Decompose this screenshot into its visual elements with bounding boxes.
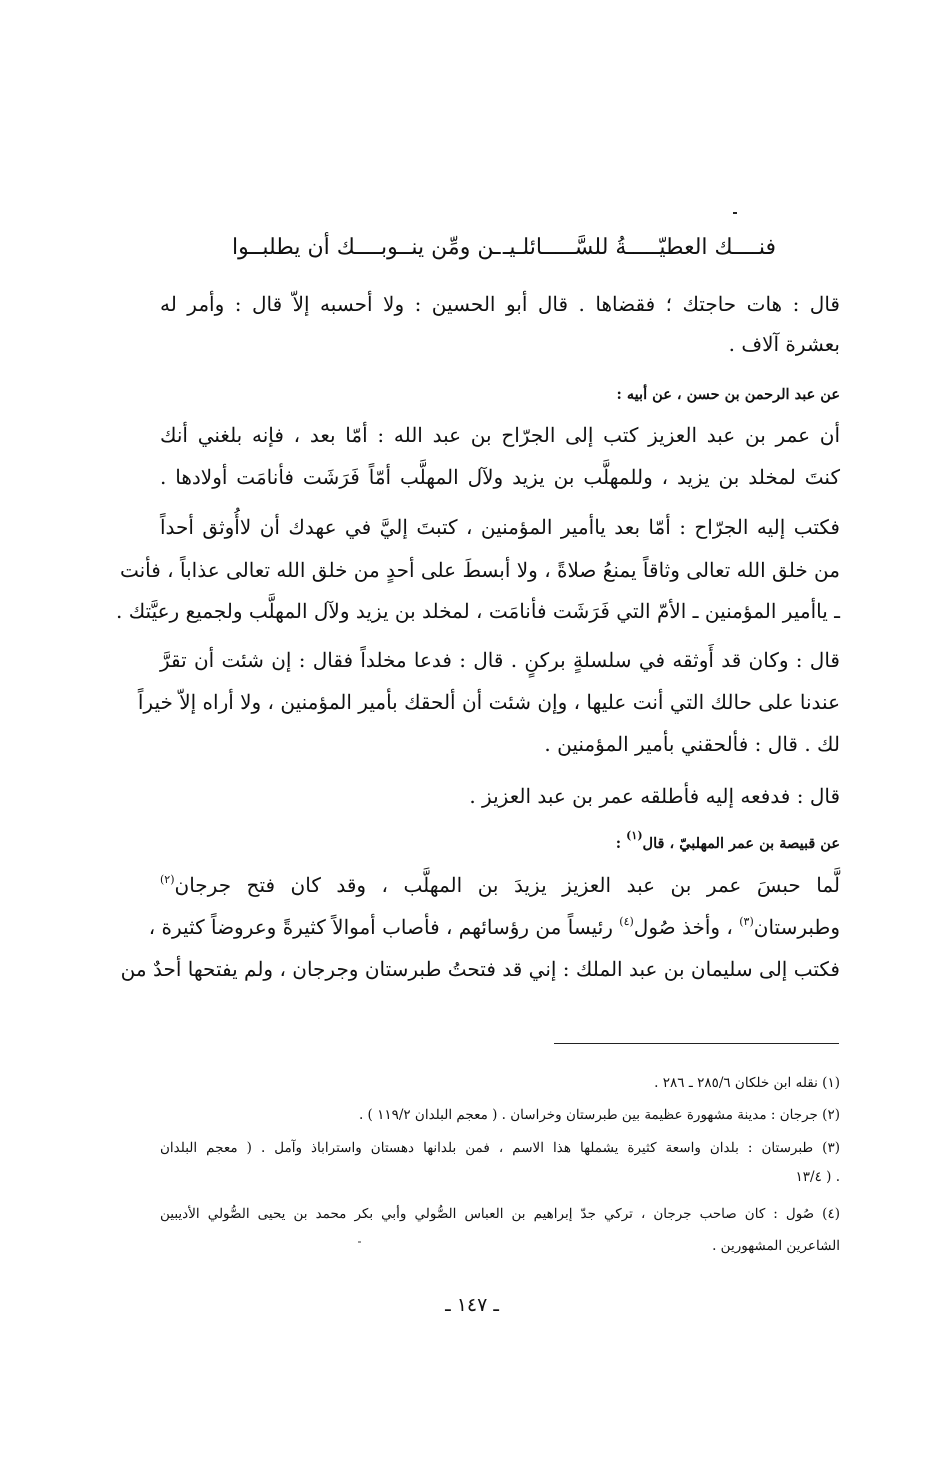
- paragraph-line: ـ ياأمير المؤمنين ـ الأمّ التي فَرَشَت فأنامَت ، لمخلد بن يزيد ولآل المهلَّب ولجميع رعيَّتك .: [115, 599, 840, 623]
- source-attribution: عن عبد الرحمن بن حسن ، عن أبيه :: [616, 386, 840, 403]
- paragraph-line: أن عمر بن عبد العزيز كتب إلى الجرّاح بن عبد الله : أمّا بعد ، فإنه بلغني أنك: [160, 423, 840, 447]
- paragraph-line: عندنا على حالك التي أنت عليها ، وإن شئت أن ألحقك بأمير المؤمنين ، ولا أراه إلاّ خيراً: [137, 690, 840, 714]
- line-text: ، وأخذ صُول: [633, 915, 740, 939]
- paragraph-line: [148, 912, 840, 944]
- footnote-ref: (١): [626, 829, 643, 843]
- verse-left-hemistich: ـن ومِّن ينــوبــــك أن يطلبــوا: [232, 235, 501, 260]
- line-text: لَّما حبسَ عمر بن عبد العزيز يزيدَ بن المهلَّب ، وقد كان فتح جرجان: [174, 873, 840, 897]
- footnote-continuation: ١٣/٤ ) .: [795, 1169, 840, 1185]
- footnote: (١) نقله ابن خلكان ٢٨٥/٦ ـ ٢٨٦ .: [654, 1075, 840, 1091]
- paragraph-line: [160, 870, 840, 902]
- footnote-ref: (٢): [160, 873, 175, 887]
- footnote-ref: (٣): [739, 915, 754, 929]
- footnote-ref: (٤): [619, 915, 634, 929]
- source-text: عن قبيصة بن عمر المهلبيّ ، قال: [642, 835, 840, 852]
- ink-dot: [733, 212, 737, 214]
- paragraph-line: فكتب إلى سليمان بن عبد الملك : إني قد فتحتُ طبرستان وجرجان ، ولم يفتحها أحدٌ من: [120, 957, 840, 981]
- footnote-separator: [554, 1043, 839, 1044]
- source-colon: :: [615, 835, 627, 852]
- footnote: (٢) جرجان : مدينة مشهورة عظيمة بين طبرستان وخراسان . ( معجم البلدان ١١٩/٢ ) .: [358, 1107, 840, 1123]
- paragraph-line: من خلق الله تعالى وثاقاً يمنعُ صلاةً ، ولا أبسطَ على أحدٍ من خلق الله تعالى عذاباً ، فأنت: [119, 558, 840, 582]
- line-text: رئيساً من رؤسائهم ، فأصاب أموالاً كثيرةً وعروضاً كثيرة ،: [148, 915, 620, 939]
- page-number: ـ ١٤٧ ـ: [445, 1294, 499, 1316]
- footnote-continuation: الشاعرين المشهورين .: [712, 1238, 840, 1254]
- ink-speck: [358, 1241, 361, 1243]
- paragraph-line: قال : هات حاجتك ؛ فقضاها . قال أبو الحسين : ولا أحسبه إلاّ قال : وأمر له: [160, 292, 840, 316]
- verse-right-hemistich: فنــــك العطيّـــــةُ للسَّـــــائلـيـ: [502, 235, 776, 260]
- source-attribution: [615, 829, 840, 855]
- footnote: (٣) طبرستان : بلدان واسعة كثيرة يشملها هذا الاسم ، فمن بلدانها دهستان واستراباذ وآمل . ( معجم البلدان: [160, 1140, 840, 1156]
- line-text: وطبرستان: [753, 915, 840, 939]
- paragraph-line: فكتب إليه الجرّاح : أمّا بعد ياأمير المؤمنين ، كتبتَ إليَّ في عهدك أن لاأُوثق أحداً: [160, 515, 840, 539]
- paragraph-line: كنتَ لمخلد بن يزيد ، وللمهلَّب بن يزيد ولآل المهلَّب أمّاً فَرَشَت فأنامَت أولادها .: [160, 465, 840, 489]
- paragraph-line: بعشرة آلاف .: [728, 332, 840, 356]
- footnote: (٤) صُول : كان صاحب جرجان ، تركي جدّ إبراهيم بن العباس الصُّولي وأبي بكر محمد بن يحيى الصُّولي الأديبين: [160, 1206, 840, 1222]
- paragraph-line: لك . قال : فألحقني بأمير المؤمنين .: [544, 732, 840, 756]
- paragraph-line: قال : فدفعه إليه فأطلقه عمر بن عبد العزيز .: [469, 784, 840, 808]
- paragraph-line: قال : وكان قد أَوثقه في سلسلةٍ بركنٍ . قال : فدعا مخلداً فقال : إن شئت أن تقرَّ: [160, 648, 840, 672]
